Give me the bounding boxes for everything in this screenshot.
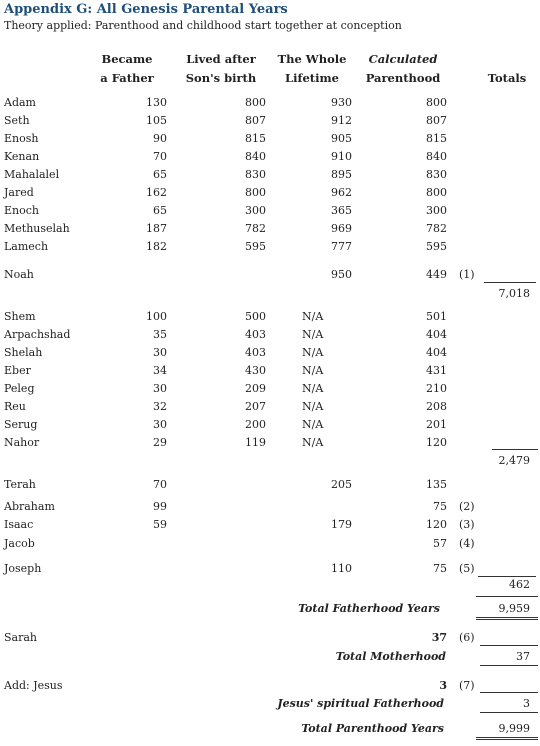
footnote-ref: (6) bbox=[459, 631, 475, 644]
label-total-parenthood: Total Parenthood Years bbox=[301, 722, 444, 735]
footnote-ref: (2) bbox=[459, 500, 475, 513]
cell-became: 35 bbox=[153, 328, 167, 341]
cell-calc: 208 bbox=[426, 400, 447, 413]
row-name: Kenan bbox=[4, 150, 40, 163]
row-name: Nahor bbox=[4, 436, 40, 449]
subtotal-line-3 bbox=[478, 576, 536, 577]
row-name: Methuselah bbox=[4, 222, 70, 235]
row-name: Arpachshad bbox=[4, 328, 71, 341]
cell-whole: N/A bbox=[302, 328, 324, 341]
cell-whole: N/A bbox=[302, 382, 324, 395]
summary-line-fatherhood-top bbox=[476, 596, 538, 597]
page-title: Appendix G: All Genesis Parental Years bbox=[4, 2, 288, 17]
cell-whole: 777 bbox=[331, 240, 352, 253]
cell-whole: 110 bbox=[331, 562, 352, 575]
cell-whole: N/A bbox=[302, 436, 324, 449]
summary-line-fatherhood-bottom bbox=[476, 617, 538, 620]
subtotal-3: 462 bbox=[509, 578, 530, 591]
row-name: Lamech bbox=[4, 240, 49, 253]
cell-whole: 962 bbox=[331, 186, 352, 199]
value-total-parenthood: 9,999 bbox=[498, 722, 530, 735]
cell-whole: 930 bbox=[331, 96, 352, 109]
cell-calc: 201 bbox=[426, 418, 447, 431]
cell-became: 100 bbox=[146, 310, 167, 323]
row-name: Jared bbox=[4, 186, 34, 199]
row-name: Isaac bbox=[4, 518, 34, 531]
cell-lived: 840 bbox=[245, 150, 266, 163]
cell-calc: 840 bbox=[426, 150, 447, 163]
header-lived-after: Lived after Son's birth bbox=[185, 52, 257, 85]
footnote-ref: (5) bbox=[459, 562, 475, 575]
cell-lived: 119 bbox=[245, 436, 266, 449]
value-total-fatherhood: 9,959 bbox=[498, 602, 530, 615]
row-name: Shelah bbox=[4, 346, 43, 359]
cell-lived: 595 bbox=[245, 240, 266, 253]
value-total-motherhood: 37 bbox=[516, 650, 530, 663]
cell-became: 130 bbox=[146, 96, 167, 109]
row-name: Adam bbox=[4, 96, 36, 109]
header-totals: Totals bbox=[487, 71, 527, 85]
cell-calc: 120 bbox=[426, 518, 447, 531]
cell-calc: 815 bbox=[426, 132, 447, 145]
row-name: Jacob bbox=[4, 537, 35, 550]
cell-whole: 365 bbox=[331, 204, 352, 217]
cell-calc: 782 bbox=[426, 222, 447, 235]
cell-became: 99 bbox=[153, 500, 167, 513]
cell-whole: 895 bbox=[331, 168, 352, 181]
cell-whole: N/A bbox=[302, 418, 324, 431]
cell-lived: 830 bbox=[245, 168, 266, 181]
row-name: Add: Jesus bbox=[4, 679, 63, 692]
cell-whole: N/A bbox=[302, 310, 324, 323]
cell-became: 182 bbox=[146, 240, 167, 253]
cell-calc: 75 bbox=[433, 500, 447, 513]
cell-whole: 969 bbox=[331, 222, 352, 235]
cell-lived: 800 bbox=[245, 96, 266, 109]
row-name: Joseph bbox=[4, 562, 42, 575]
label-total-fatherhood: Total Fatherhood Years bbox=[298, 602, 440, 615]
row-name: Enosh bbox=[4, 132, 39, 145]
cell-lived: 500 bbox=[245, 310, 266, 323]
cell-calc: 800 bbox=[426, 96, 447, 109]
cell-calc: 449 bbox=[426, 268, 447, 281]
cell-lived: 209 bbox=[245, 382, 266, 395]
cell-became: 29 bbox=[153, 436, 167, 449]
row-name: Mahalalel bbox=[4, 168, 60, 181]
subtotal-2: 2,479 bbox=[498, 454, 530, 467]
cell-lived: 207 bbox=[245, 400, 266, 413]
cell-lived: 800 bbox=[245, 186, 266, 199]
cell-lived: 782 bbox=[245, 222, 266, 235]
cell-became: 30 bbox=[153, 346, 167, 359]
cell-calc: 37 bbox=[431, 631, 447, 644]
row-name: Peleg bbox=[4, 382, 35, 395]
cell-whole: N/A bbox=[302, 400, 324, 413]
row-name: Serug bbox=[4, 418, 38, 431]
cell-became: 30 bbox=[153, 382, 167, 395]
cell-lived: 815 bbox=[245, 132, 266, 145]
cell-whole: 910 bbox=[331, 150, 352, 163]
cell-became: 65 bbox=[153, 204, 167, 217]
cell-calc: 404 bbox=[426, 328, 447, 341]
row-name: Reu bbox=[4, 400, 26, 413]
cell-calc: 75 bbox=[433, 562, 447, 575]
cell-calc: 807 bbox=[426, 114, 447, 127]
cell-lived: 430 bbox=[245, 364, 266, 377]
cell-lived: 403 bbox=[245, 328, 266, 341]
cell-became: 30 bbox=[153, 418, 167, 431]
cell-lived: 807 bbox=[245, 114, 266, 127]
label-jesus-fatherhood: Jesus' spiritual Fatherhood bbox=[277, 697, 444, 710]
cell-whole: 205 bbox=[331, 478, 352, 491]
cell-became: 90 bbox=[153, 132, 167, 145]
cell-became: 65 bbox=[153, 168, 167, 181]
label-total-motherhood: Total Motherhood bbox=[335, 650, 446, 663]
cell-lived: 300 bbox=[245, 204, 266, 217]
cell-calc: 57 bbox=[433, 537, 447, 550]
cell-calc: 431 bbox=[426, 364, 447, 377]
summary-line-jesus-top bbox=[480, 692, 538, 693]
cell-became: 32 bbox=[153, 400, 167, 413]
cell-calc: 300 bbox=[426, 204, 447, 217]
summary-line-motherhood-top bbox=[480, 645, 538, 646]
cell-calc: 210 bbox=[426, 382, 447, 395]
cell-calc: 135 bbox=[426, 478, 447, 491]
footnote-ref: (4) bbox=[459, 537, 475, 550]
page-subtitle: Theory applied: Parenthood and childhood start together at conception bbox=[4, 19, 402, 32]
cell-whole: 912 bbox=[331, 114, 352, 127]
footnote-ref: (1) bbox=[459, 268, 475, 281]
value-jesus-fatherhood: 3 bbox=[523, 697, 530, 710]
row-name: Noah bbox=[4, 268, 34, 281]
cell-calc: 830 bbox=[426, 168, 447, 181]
cell-calc: 595 bbox=[426, 240, 447, 253]
footnote-ref: (7) bbox=[459, 679, 475, 692]
cell-whole: 905 bbox=[331, 132, 352, 145]
cell-became: 187 bbox=[146, 222, 167, 235]
header-calculated-parenthood: Calculated Parenthood bbox=[365, 52, 441, 85]
header-became-father: Became a Father bbox=[100, 52, 154, 85]
cell-calc: 120 bbox=[426, 436, 447, 449]
cell-whole: 179 bbox=[331, 518, 352, 531]
cell-became: 70 bbox=[153, 150, 167, 163]
row-name: Abraham bbox=[4, 500, 55, 513]
row-name: Shem bbox=[4, 310, 36, 323]
cell-calc: 800 bbox=[426, 186, 447, 199]
row-name: Enoch bbox=[4, 204, 39, 217]
cell-whole: N/A bbox=[302, 364, 324, 377]
row-name: Seth bbox=[4, 114, 30, 127]
cell-whole: N/A bbox=[302, 346, 324, 359]
cell-calc: 501 bbox=[426, 310, 447, 323]
subtotal-1: 7,018 bbox=[498, 287, 530, 300]
summary-line-jesus-bottom bbox=[480, 712, 538, 713]
cell-became: 59 bbox=[153, 518, 167, 531]
header-whole-lifetime: The Whole Lifetime bbox=[277, 52, 347, 85]
subtotal-line-1 bbox=[484, 282, 536, 283]
cell-became: 105 bbox=[146, 114, 167, 127]
cell-became: 34 bbox=[153, 364, 167, 377]
summary-line-motherhood-bottom bbox=[480, 665, 538, 666]
row-name: Eber bbox=[4, 364, 31, 377]
cell-lived: 200 bbox=[245, 418, 266, 431]
footnote-ref: (3) bbox=[459, 518, 475, 531]
cell-whole: 950 bbox=[331, 268, 352, 281]
cell-became: 162 bbox=[146, 186, 167, 199]
summary-line-parenthood-bottom bbox=[476, 737, 538, 740]
cell-became: 70 bbox=[153, 478, 167, 491]
cell-lived: 403 bbox=[245, 346, 266, 359]
row-name: Sarah bbox=[4, 631, 37, 644]
row-name: Terah bbox=[4, 478, 36, 491]
cell-calc: 404 bbox=[426, 346, 447, 359]
cell-calc: 3 bbox=[439, 679, 447, 692]
subtotal-line-2 bbox=[492, 449, 538, 450]
